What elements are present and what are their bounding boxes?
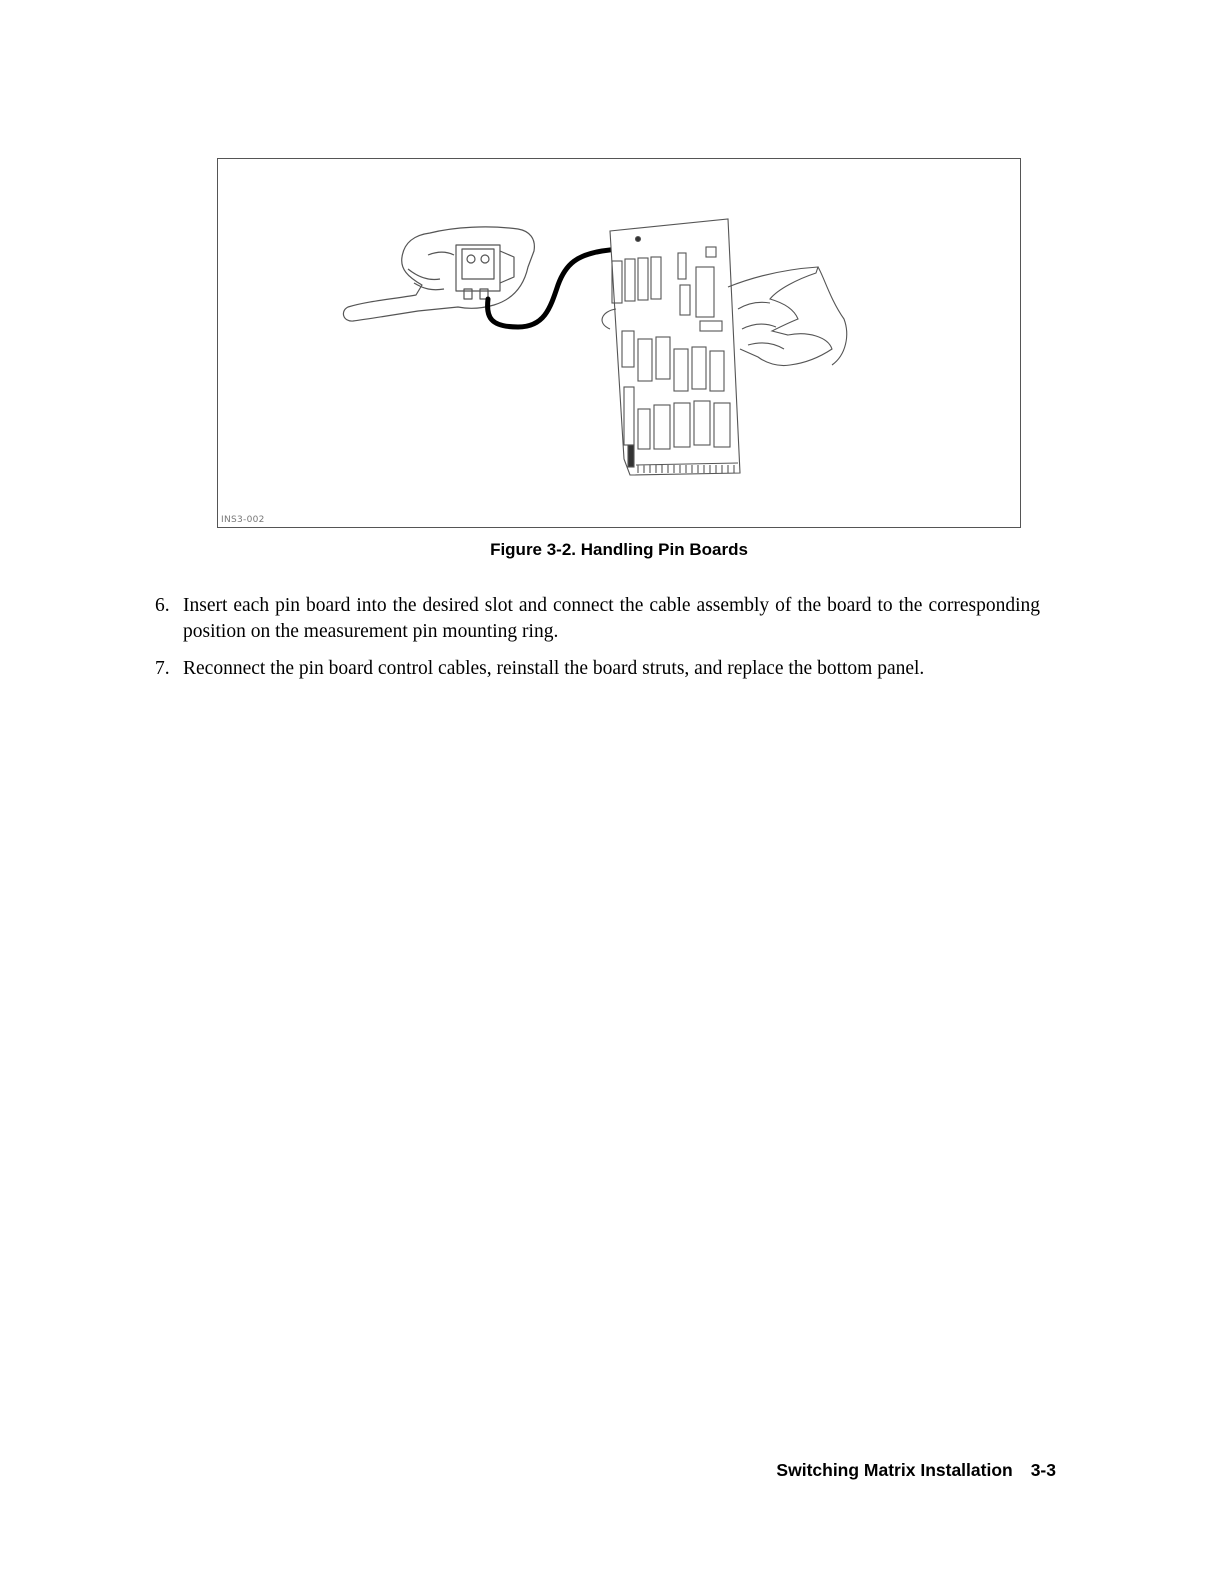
- step-number: 6.: [155, 595, 170, 616]
- left-hand: [343, 227, 534, 321]
- figure-frame: [217, 158, 1021, 528]
- step-text: Insert each pin board into the desired slot and connect the cable assembly of the board to the corresponding position on the measurement pin mounting ring.: [183, 595, 1040, 642]
- page-footer: [776, 1460, 1056, 1481]
- instruction-step: [155, 593, 1040, 645]
- pin-board-illustration: [218, 159, 1020, 527]
- step-number: 7.: [155, 658, 170, 679]
- right-hand: [728, 267, 832, 366]
- instruction-list: [155, 593, 1040, 693]
- page-number: 3-3: [1030, 1460, 1056, 1480]
- circuit-board: [610, 219, 740, 475]
- instruction-step: [155, 656, 1040, 682]
- section-title: Switching Matrix Installation: [776, 1460, 1013, 1480]
- figure-id-label: INS3-002: [221, 515, 265, 525]
- figure-caption: Figure 3-2. Handling Pin Boards: [490, 540, 748, 559]
- step-text: Reconnect the pin board control cables, reinstall the board struts, and replace the bottom panel.: [183, 658, 925, 679]
